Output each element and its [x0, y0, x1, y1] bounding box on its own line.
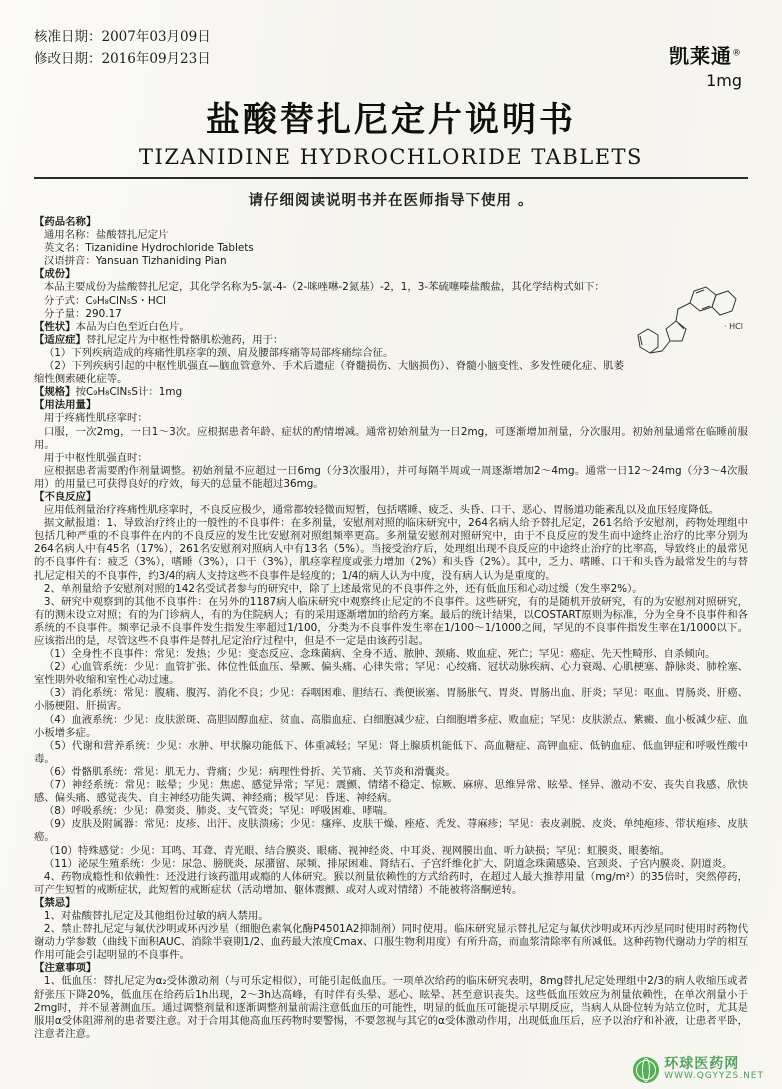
character-text: 本品为白色至近白色片。: [75, 320, 190, 333]
brand-name-text: 凯莱通: [669, 44, 732, 68]
molecular-formula: 分子式：C₉H₈ClN₅S・HCl: [43, 294, 166, 307]
adverse-list-item-2: （2）心血管系统：少见：血管扩张、体位性低血压、晕厥、偏头痛、心律失常；罕见：心绞痛、冠状动脉疾病、心力衰竭、心肌梗塞、静脉炎、肺栓塞、室性期外收缩和室性心动过速。: [34, 661, 748, 687]
chemical-structure-image: [632, 283, 744, 361]
section-indication-heading: 【适应症】: [34, 333, 86, 346]
watermark-text: [664, 1058, 764, 1082]
watermark-main: 环球医药网: [664, 1056, 740, 1072]
globe-icon: [633, 1057, 659, 1083]
indication-item-1: （1）下列疾病造成的疼痛性肌痉挛的颈、肩及腰部疼痛等局部疼痛综合征。: [43, 346, 394, 359]
page-title-zh: 盐酸替扎尼定片说明书: [206, 100, 576, 140]
section-contraindication-heading: 【禁忌】: [34, 896, 76, 909]
adverse-paragraph-1: 应用低剂量治疗疼痛性肌痉挛时，不良反应极少，通常都较轻微而短暂，包括嗜睡、疲乏、头昏、口干、恶心、胃肠道功能紊乱以及血压轻度降低。: [43, 504, 720, 517]
page-title-en: TIZANIDINE HYDROCHLORIDE TABLETS: [139, 145, 643, 169]
usage-sub2-heading: 用于中枢性肌强直时：: [43, 451, 148, 464]
section-usage-heading: 【用法用量】: [34, 399, 97, 412]
brand-block: [669, 40, 742, 90]
usage-sub2-text: 应根据患者需要酌作剂量调整。初始剂量不应超过一日6mg（分3次服用），并可每隔半周或一周逐渐增加2～4mg。通常一日12～24mg（分3～4次服用）的用量已可获得良好的疗效，每天的总量不能超过36mg。: [34, 464, 748, 490]
adverse-paragraph-4: 3、研究中观察到的其他不良事件：在另外的1187病人临床研究中观察终止尼定的不良事件。这些研究，有的是随机开放研究，有的为安慰剂对照研究，有的测未设立对照；有的为门诊病人，有的为住院病人；有的采用逐渐增加的给药方案。最后的统计结果，以COSTART原则为标准，分为全身不良事件和各系统的不良事件。频率记录不良事件发生指发生率超过1/100，分类为不良事件发生率在1/100～1/1000之间，罕见的不良事件指发生率在1/1000以下。应该指出的是，尽管这些不良事件是替扎尼定治疗过程中，但是不一定是由该药引起。: [34, 595, 748, 647]
section-spec: [34, 386, 748, 399]
adverse-list-item-6: （6）骨骼肌系统：常见：肌无力、背痛；少见：病理性骨折、关节痛、关节炎和滑囊炎。: [43, 765, 456, 778]
caution-item-1: 1、低血压：替扎尼定为α₂受体激动剂（与可乐定相似），可能引起低血压。一项单次给药的临床研究表明，8mg替扎尼定处理组中2/3的病人收缩压或者舒张压下降20%，低血压在给药后1h出现，2～3h达高峰，有时伴有头晕、恶心、眩晕、甚至意识丧失。这些低血压效应为剂量依赖性，在单次剂量小于2mg时，并不显著测血压。通过调整剂量和逐渐调整剂量前需注意低血压的可能性，明显的低血压可能提示早期反应，当病人从卧位转为站立位时，尤其是服用α受体阻滞剂的患者要注意。对于合用其他高血压药物时要警惕，不要忽视与其它的α受体激动作用，出现低血压后，应予以治疗和补液，让患者平卧，注意者注意。: [34, 975, 748, 1040]
brand-dose: 1mg: [706, 71, 742, 90]
adverse-paragraph-2: 据文献报道：1、导致治疗终止的一般性的不良事件：在多剂量，安慰剂对照的临床研究中，264名病人给予替扎尼定，261名给予安慰剂，药物处理组中包括几种严重的不良事件在内的不良反应的发生比安慰剂对照组频率更高。多剂量安慰剂对照研究中，由于不良反应的发生而中途终止治疗的比率分别为264名病人中有45名（17%），261名安慰剂对照病人中有13名（5%）。当接受治疗后，处理组出现不良反应的中途终止治疗的比率高，导致终止的最常见的不良事件有：疲乏（3%），嗜睡（3%），口干（3%），肌痉挛程度或张力增加（2%）和头昏（2%）。其中，乏力、嗜睡、口干和头昏为最常发生的与替扎尼定相关的不良事件，约3/4的病人支持这些不良事件是轻度的；1/4的病人认为中度，没有病人认为是重度的。: [34, 517, 748, 582]
indication-item-2: （2）下列疾病引起的中枢性肌强直—脑血管意外、手术后遗症（脊髓损伤、大脑损伤）、脊髓小脑变性、多发性硬化症、肌萎缩性侧索硬化症等。: [34, 360, 624, 386]
section-character-heading: 【性状】: [34, 320, 76, 333]
contraindication-item-1: 1、对盐酸替扎尼定及其他组份过敏的病人禁用。: [43, 909, 269, 922]
section-spec-heading: 【规格】: [34, 386, 76, 399]
adverse-list-item-7: （7）神经系统：常见：眩晕；少见：焦虑、感觉异常；罕见：震颤、情绪不稳定、惊厥、麻痹、思维异常、眩晕、怪异、激动不安、丧失自我感、欣快感、偏头痛、感觉丧失、自主神经功能失调、神经痛；极罕见：昏迷、神经病。: [34, 779, 748, 805]
indication-lead: 替扎尼定片为中枢性骨骼肌松弛药，用于：: [85, 333, 284, 346]
adverse-list-item-4: （4）血液系统：少见：皮肤淤斑、高胆固醇血症、贫血、高脂血症、白细胞减少症、白细胞增多症、败血症；罕见：皮肤淤点、紫癜、血小板减少症、血小板增多症。: [34, 713, 748, 739]
adverse-list-item-9: （9）皮肤及附属器：常见：皮疹、出汗、皮肤溃疡；少见：瘙痒、皮肤干燥、痤疮、秃发、荨麻疹；罕见：表皮剥脱、皮炎、单纯疱疹、带状疱疹、皮肤癌。: [34, 818, 748, 844]
adverse-list-item-12: 4、药物成瘾性和依赖性：还没进行该药滥用或瘾的人体研究。猴以剂量依赖性的方式给药时，在超过人最大推荐用量（mg/m²）的35倍时，突然停药，可产生短暂的戒断症状，此短暂的戒断症状（活动增加、躯体震颤、或对人或对情绪）不能被将洛酮逆转。: [34, 870, 748, 896]
date-block: [34, 26, 748, 70]
ingredients-description: 本品主要成份为盐酸替扎尼定，其化学名称为5-氯-4-（2-咪唑啉-2氮基）-2，1，3-苯硫噻嗪盐酸盐，其化学结构式如下：: [43, 281, 605, 294]
approval-date: 核准日期：2007年03月09日: [34, 29, 211, 45]
adverse-list-item-11: （11）泌尿生殖系统：少见：尿急、膀胱炎、尿潴留、尿频、排尿困难、肾结石、子宫纤维化扩大、阴道念珠菌感染、宫颈炎、子宫内膜炎、阴道炎。: [43, 857, 733, 870]
pinyin-name: 汉语拼音：Yansuan Tizhaniding Pian: [43, 255, 227, 268]
usage-sub1-heading: 用于疼痛性肌痉挛时：: [43, 412, 148, 425]
generic-name: 通用名称：盐酸替扎尼定片: [43, 229, 169, 242]
usage-sub1-text: 口服，一次2mg，一日1～3次。应根据患者年龄、症状的酌情增减。通常初始剂量为一日2mg，可逐渐增加剂量，分次服用。初始剂量通常在临睡前服用。: [34, 425, 748, 451]
english-name: 英文名：Tizanidine Hydrochloride Tablets: [43, 242, 254, 255]
adverse-list-item-8: （8）呼吸系统：少见：鼻窦炎、肺炎、支气管炎；罕见：呼吸困难、哮喘。: [43, 805, 394, 818]
adverse-paragraph-3: 2、单剂量给予安慰剂对照的142名受试者参与的研究中，除了上述最常见的不良事件之外，还有低血压和心动过缓（发生率2%）。: [43, 582, 643, 595]
contraindication-item-2: 2、禁止替扎尼定与氟伏沙明或环丙沙星（细胞色素氧化酶P4501A2抑制剂）同时使用。临床研究显示替扎尼定与氟伏沙明或环丙沙星同时使用时药物代谢动力学参数（曲线下面积AUC、消除半衰期1/2、血药最大浓度Cmax、口服生物利用度）有所升高，而血浆清除率有所减低。这种药物代谢动力学的相互作用可能会引起明显的不良事件。: [34, 923, 748, 962]
adverse-list-item-10: （10）特殊感觉：少见：耳鸣、耳聋、青光眼、结合膜炎、眼痛、视神经炎、中耳炎、视网膜出血、听力缺损；罕见：虹膜炎、眼萎缩。: [43, 844, 671, 857]
site-watermark: [633, 1057, 764, 1083]
section-caution-heading: 【注意事项】: [34, 962, 97, 975]
adverse-list-item-5: （5）代谢和营养系统：少见：水肿、甲状腺功能低下、体重减轻；罕见：肾上腺质机能低下、高血糖症、高钾血症、低钠血症、低血钾症和呼吸性酸中毒。: [34, 739, 748, 765]
watermark-url: WWW.QGYYZS.NET: [664, 1071, 764, 1081]
spec-text: 按C₉H₈ClN₅S计：1mg: [75, 386, 183, 399]
header-divider: [34, 177, 748, 179]
section-ingredients-heading: 【成份】: [34, 268, 76, 281]
registered-mark-icon: ®: [732, 48, 742, 59]
revision-date: 修改日期：2016年09月23日: [34, 51, 211, 67]
section-adverse-heading: 【不良反应】: [34, 490, 97, 503]
read-notice: 请仔细阅读说明书并在医师指导下使用 。: [248, 193, 534, 209]
brand-name: [669, 40, 742, 69]
svg-text:· HCl: · HCl: [724, 322, 743, 332]
leaflet-body: [34, 216, 748, 1041]
adverse-list-item-3: （3）消化系统：常见：腹痛、腹泻、消化不良；少见：吞咽困难、胆结石、粪便嵌塞、胃肠胀气、胃炎、胃肠出血、肝炎；罕见：呕血、胃肠炎、肝癌、小肠梗阻、肝损害。: [34, 687, 748, 713]
document-header: [34, 26, 748, 88]
adverse-list-item-1: （1）全身性不良事件：常见：发热；少见：变态反应、念珠菌病、全身不适、脓肿、颈痛、败血症、死亡；罕见：癌症、先天性畸形、自杀倾向。: [43, 648, 716, 661]
molecular-weight: 分子量：290.17: [43, 307, 122, 320]
section-drug-name-heading: 【药品名称】: [34, 216, 97, 228]
